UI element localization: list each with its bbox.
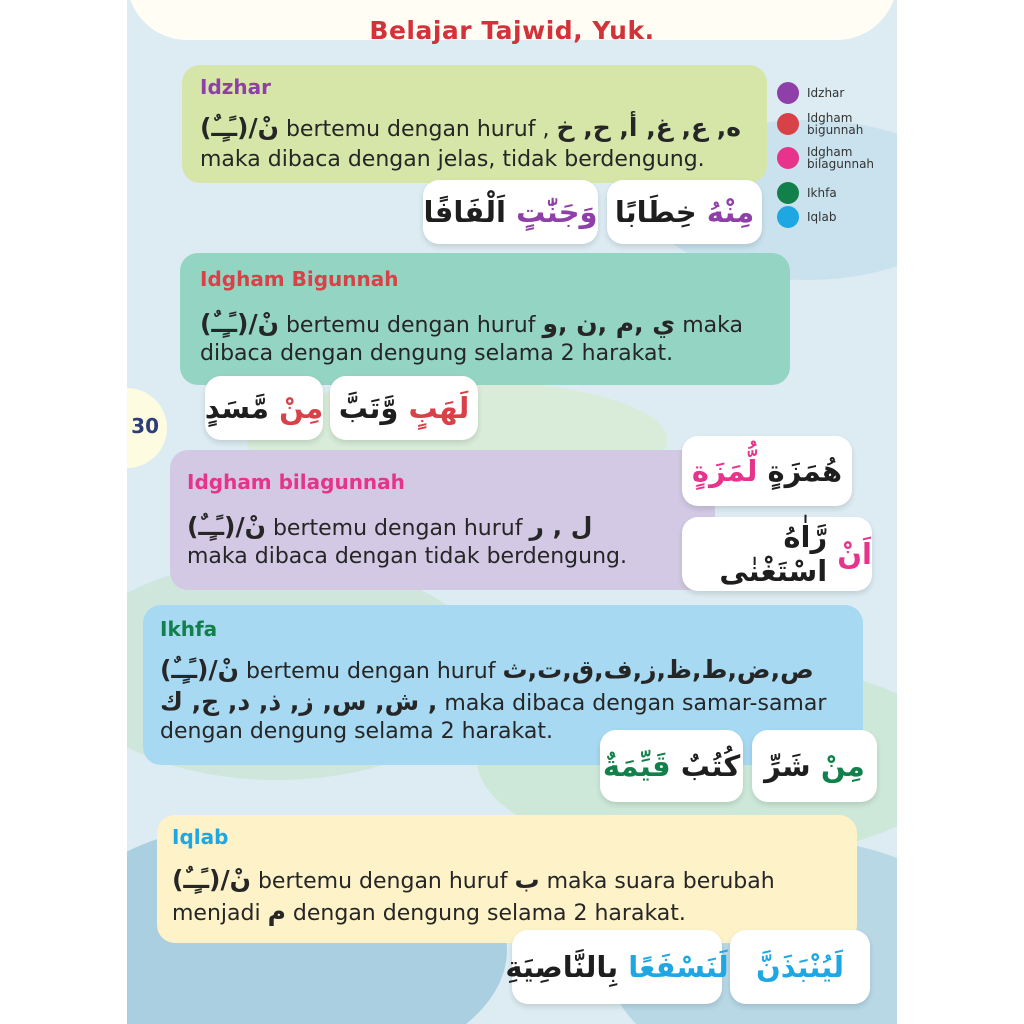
legend-item-idgham-bigunnah xyxy=(777,112,887,136)
rule-text: bertemu dengan huruf xyxy=(285,313,536,338)
example-box xyxy=(607,180,762,244)
legend-item-iqlab xyxy=(777,206,887,228)
card-title: Ikhfa xyxy=(160,617,218,641)
legend-item-idgham-bilagunnah xyxy=(777,146,887,170)
legend-dot xyxy=(777,206,799,228)
nun-tanwin: نْ/(ـًـٍـٌ) xyxy=(200,309,279,338)
card-iqlab xyxy=(157,815,857,943)
example-hl: كُتُبٌ xyxy=(680,749,741,783)
rule-text: bertemu dengan huruf , xyxy=(285,117,550,142)
example-word: رَّاٰهُ اسْتَغْنٰى xyxy=(719,520,828,588)
example-hl: مِنْ xyxy=(279,391,324,425)
example-word: شَرِّ xyxy=(764,749,811,783)
example-hl: مِنْهُ xyxy=(706,195,755,229)
example-hl: وَجَنّٰتٍ xyxy=(516,195,598,229)
example-box xyxy=(205,376,323,440)
rule-text: bertemu dengan huruf xyxy=(272,516,523,541)
legend-dot xyxy=(777,147,799,169)
card-idgham-bigunnah xyxy=(180,253,790,385)
card-idgham-bilagunnah xyxy=(170,450,715,590)
example-hl: لَيُنْبَذَنَّ xyxy=(756,950,844,984)
card-title: Idgham bilagunnah xyxy=(187,470,405,494)
rule-line-1 xyxy=(200,113,741,142)
nun-tanwin: نْ/(ـًـٍـٌ) xyxy=(160,655,239,684)
rule-text: bertemu dengan huruf xyxy=(245,659,496,684)
example-box xyxy=(730,930,870,1004)
letter-ba: ب xyxy=(514,865,540,894)
legend-label: Iqlab xyxy=(807,210,837,224)
nun-tanwin: نْ/(ـًـٍـٌ) xyxy=(187,512,266,541)
letter-mim: م xyxy=(267,897,286,926)
rule-line-2: maka dibaca dengan jelas, tidak berdengung. xyxy=(200,147,705,172)
rule-text: menjadi xyxy=(172,901,261,926)
rule-line-3: dengan dengung selama 2 harakat. xyxy=(160,719,553,744)
rule-text: maka xyxy=(682,313,743,338)
rule-text: bertemu dengan huruf xyxy=(257,869,508,894)
letters: ل , ر xyxy=(529,512,593,541)
legend-label: Idgham bigunnah xyxy=(807,111,864,137)
example-word: بِالنَّاصِيَةِ xyxy=(505,950,619,984)
rule-line-2 xyxy=(160,687,826,716)
legend-item-idzhar xyxy=(777,82,887,104)
example-box xyxy=(330,376,478,440)
example-hl: مِنْ xyxy=(820,749,865,783)
rule-text: maka suara berubah xyxy=(546,869,775,894)
rule-line-2 xyxy=(172,897,686,926)
rule-line-1 xyxy=(200,309,743,338)
nun-tanwin: نْ/(ـًـٍـٌ) xyxy=(200,113,279,142)
example-hl: اَنْ xyxy=(837,537,872,571)
example-word: مَّسَدٍ xyxy=(204,391,270,425)
example-word xyxy=(756,950,844,984)
example-box xyxy=(752,730,877,802)
example-box xyxy=(423,180,598,244)
legend-dot xyxy=(777,113,799,135)
nun-tanwin: نْ/(ـًـٍـٌ) xyxy=(172,865,251,894)
example-box xyxy=(682,517,872,591)
rule-line-1 xyxy=(172,865,775,894)
letters: ه, ع, غ, أ, ح, خ xyxy=(556,113,742,142)
example-hl: لَهَبٍ xyxy=(408,391,470,425)
legend-label: Ikhfa xyxy=(807,186,837,200)
letters: ي ,م ,ن ,و xyxy=(542,309,676,338)
card-title: Idzhar xyxy=(200,75,271,99)
book-page xyxy=(127,0,897,1024)
page-number-badge xyxy=(127,388,167,468)
page-number: 30 xyxy=(131,414,159,438)
example-word: اَلْفَافًا xyxy=(423,195,506,229)
page-title: Belajar Tajwid, Yuk. xyxy=(369,16,655,45)
rule-line-2: maka dibaca dengan tidak berdengung. xyxy=(187,544,627,569)
example-box xyxy=(600,730,743,802)
letters: ص,ض,ط,ظ,ز,ف,ق,ت,ث xyxy=(502,655,814,684)
letters: , ش, س, ز, ذ, د, ج, ك xyxy=(160,687,438,716)
card-title: Idgham Bigunnah xyxy=(200,267,399,291)
legend-dot xyxy=(777,82,799,104)
rule-line-2: dibaca dengan dengung selama 2 harakat. xyxy=(200,341,674,366)
legend-item-ikhfa xyxy=(777,182,887,204)
example-word: خِطَابًا xyxy=(614,195,697,229)
example-box xyxy=(505,930,729,1004)
example-hl: لَنَسْفَعًا xyxy=(628,950,729,984)
example-word: وَّتَبَّ xyxy=(338,391,399,425)
example-word: قَيِّمَةٌ xyxy=(602,749,671,783)
rule-text: dengan dengung selama 2 harakat. xyxy=(292,901,686,926)
example-hl: هُمَزَةٍ xyxy=(767,454,843,488)
card-idzhar xyxy=(182,65,767,183)
rule-text: maka dibaca dengan samar-samar xyxy=(444,691,827,716)
card-title: Iqlab xyxy=(172,825,229,849)
example-box xyxy=(682,436,852,506)
legend-label: Idgham bilagunnah xyxy=(807,145,875,171)
legend-label: Idzhar xyxy=(807,86,845,100)
rule-line-1 xyxy=(160,655,814,684)
rule-line-1 xyxy=(187,512,593,541)
legend-dot xyxy=(777,182,799,204)
example-word: لُّمَزَةٍ xyxy=(691,454,758,488)
